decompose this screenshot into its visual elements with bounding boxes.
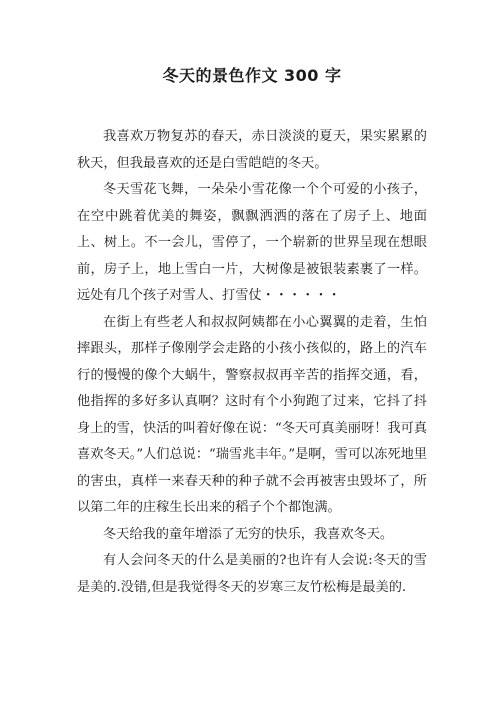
paragraph-2: 冬天雪花飞舞，一朵朵小雪花像一个个可爱的小孩子，在空中跳着优美的舞姿，飘飘洒洒的落在了房子上、地面上、树上。不一会儿，雪停了，一个崭新的世界呈现在想眼前，房子上，地上雪白一片，大树像是被银装素裹了一样。远处有几个孩子对雪人、打雪仗・・・・・・ xyxy=(77,182,427,303)
paragraph-4: 冬天给我的童年增添了无穷的快乐，我喜欢冬天。 xyxy=(103,526,394,542)
document-title: 冬天的景色作文 300 字 xyxy=(162,66,342,85)
document-body xyxy=(77,124,427,601)
paragraph-3: 在街上有些老人和叔叔阿姨都在小心翼翼的走着，生怕摔跟头，那样子像刚学会走路的小孩小孩似的，路上的汽车行的慢慢的像个大蜗牛，警察叔叔再辛苦的指挥交通，看，他指挥的多好多认真啊？这时有个小狗跑了过来，它抖了抖身上的雪，快活的叫着好像在说：“冬天可真美丽呀！我可真喜欢冬天。”人们总说：“瑞雪兆丰年。”是啊，雪可以冻死地里的害虫，真样一来春天种的种子就不会再被害虫毁坏了，所以第二年的庄稼生长出来的稻子个个都饱满。 xyxy=(77,314,427,515)
paragraph-5: 有人会问冬天的什么是美丽的?也许有人会说:冬天的雪是美的.没错,但是我觉得冬天的岁寒三友竹松梅是最美的. xyxy=(77,553,427,595)
paragraph-1: 我喜欢万物复苏的春天，赤日淡淡的夏天，果实累累的秋天，但我最喜欢的还是白雪皑皑的冬天。 xyxy=(77,129,427,171)
